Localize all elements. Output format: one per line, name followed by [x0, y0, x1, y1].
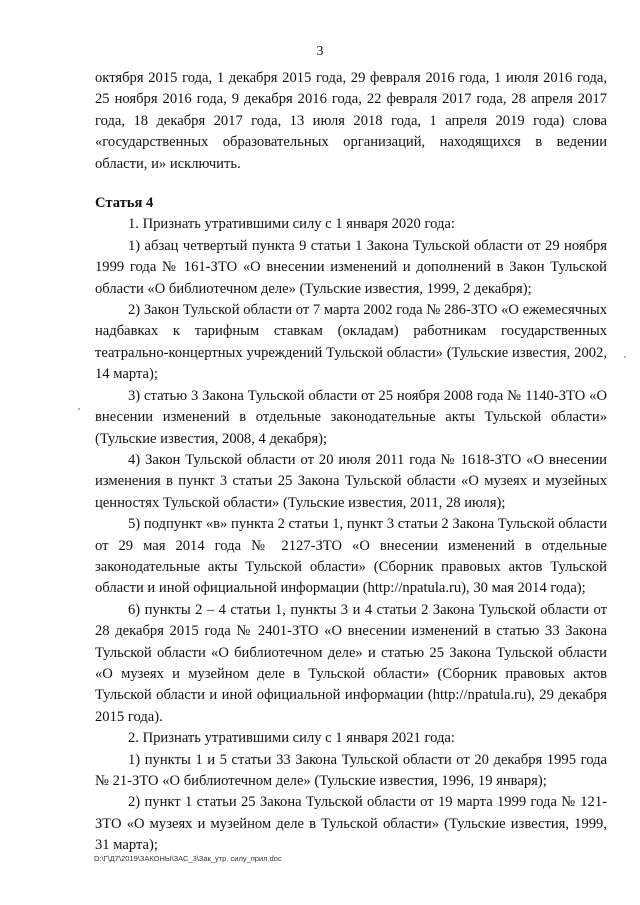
clause-1-item-4: 4) Закон Тульской области от 20 июля 2011 года № 1618-ЗТО «О внесении изменения в пункт 3 статьи 25 Закона Тульской области «О музеях и музейных ценностях Тульской области» (Тульские известия, 2011, 28 июля);	[95, 451, 607, 511]
document-body	[95, 68, 607, 857]
clause-1-item-5: 5) подпункт «в» пункта 2 статьи 1, пункт 3 статьи 2 Закона Тульской области от 29 мая 2014 года № 2127-ЗТО «О внесении изменений в отдельные законодательные акты Тульской области» (Сборник правовых актов Тульской области и иной официальной информации (http://npatula.ru), 30 мая 2014 года);	[95, 516, 607, 597]
clause-1-item-3: 3) статью 3 Закона Тульской области от 25 ноября 2008 года № 1140-ЗТО «О внесении изменений в отдельные законодательные акты Тульской области» (Тульские известия, 2008, 4 декабря);	[95, 387, 607, 447]
clause-1-item-1: 1) абзац четвертый пункта 9 статьи 1 Закона Тульской области от 29 ноября 1999 года № 161-ЗТО «О внесении изменений и дополнений в Закон Тульской области «О библиотечном деле» (Тульские известия, 1999, 2 декабря);	[95, 237, 607, 297]
article-heading: Статья 4	[95, 195, 154, 212]
clause-2-intro: 2. Признать утратившими силу с 1 января 2021 года:	[128, 730, 455, 747]
continuation-paragraph: октября 2015 года, 1 декабря 2015 года, 29 февраля 2016 года, 1 июля 2016 года, 25 ноября 2016 года, 9 декабря 2016 года, 22 февраля 2017 года, 28 апреля 2017 года, 18 декабря 2017 года, 13 июля 2018 года, 1 апреля 2019 года) слова «государственных образовательных организаций, находящихся в ведении области, и» исключить.	[95, 70, 607, 172]
clause-2-item-2: 2) пункт 1 статьи 25 Закона Тульской области от 19 марта 1999 года № 121-ЗТО «О музеях и музейном деле в Тульской области» (Тульские известия, 1999, 31 марта);	[95, 794, 607, 854]
clause-1-item-6: 6) пункты 2 – 4 статьи 1, пункты 3 и 4 статьи 2 Закона Тульской области от 28 декабря 2015 года № 2401-ЗТО «О внесении изменений в статью 33 Закона Тульской области «О библиотечном деле» и статью 25 Закона Тульской области «О музеях и музейном деле в Тульской области» (Сборник правовых актов Тульской области и иной официальной информации (http://npatula.ru), 29 декабря 2015 года).	[95, 601, 607, 725]
page-number: 3	[316, 44, 324, 59]
file-path-footer: D:\Г\Д7\2019\ЗАКОНЫ\ЗАС_3\Зак_утр. силу_прил.doc	[94, 854, 282, 863]
scan-speck	[624, 356, 626, 358]
clause-1-intro: 1. Признать утратившими силу с 1 января 2020 года:	[128, 216, 455, 233]
clause-1-item-2: 2) Закон Тульской области от 7 марта 2002 года № 286-ЗТО «О ежемесячных надбавках к тарифным ставкам (окладам) работникам государственных театрально-концертных учреждений Тульской области» (Тульские известия, 2002, 14 марта);	[95, 302, 607, 383]
scan-speck	[78, 408, 80, 410]
clause-2-item-1: 1) пункты 1 и 5 статьи 33 Закона Тульской области от 20 декабря 1995 года № 21-ЗТО «О библиотечном деле» (Тульские известия, 1996, 19 января);	[95, 751, 607, 789]
